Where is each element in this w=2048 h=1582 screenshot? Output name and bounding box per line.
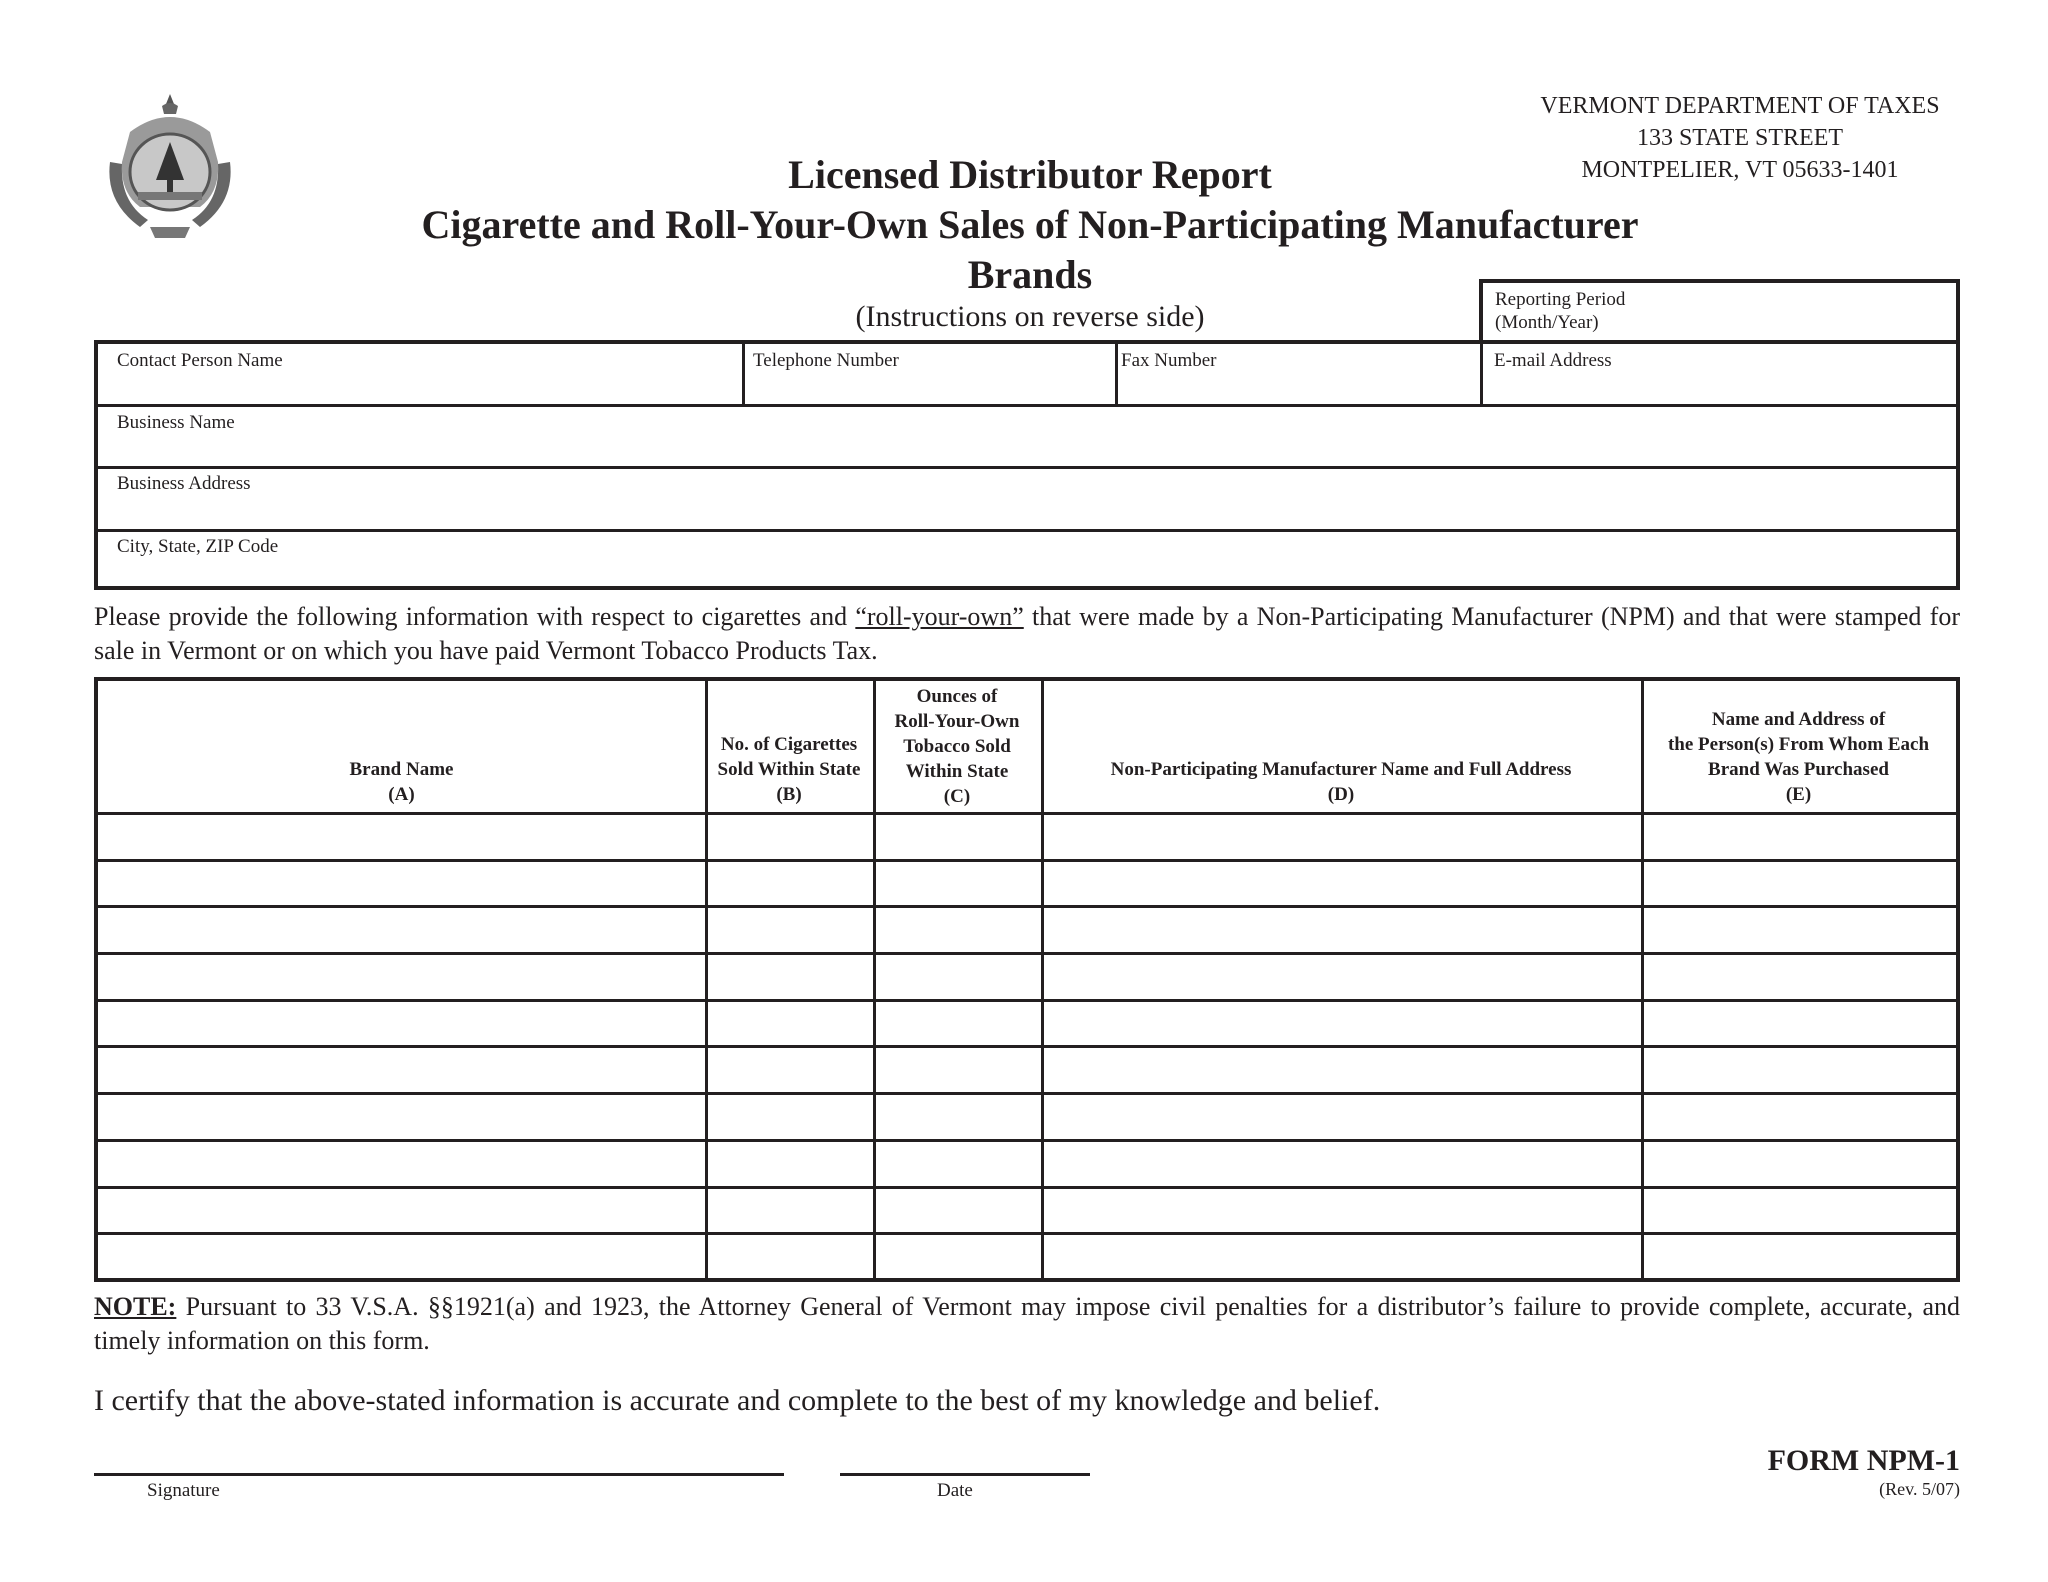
date-label: Date xyxy=(937,1480,973,1501)
table-cell-purchased-from[interactable] xyxy=(1644,1142,1956,1189)
column-header-line: (E) xyxy=(1785,784,1812,805)
table-cell-cigarettes-sold[interactable] xyxy=(708,908,873,955)
telephone-field[interactable] xyxy=(745,344,1115,404)
column-header-line: Name and Address of xyxy=(1711,709,1886,730)
table-cell-ryo-ounces-sold[interactable] xyxy=(876,1142,1041,1189)
table-cell-cigarettes-sold[interactable] xyxy=(708,1142,873,1189)
column-divider xyxy=(705,681,708,1278)
table-row xyxy=(98,815,1956,862)
reporting-period-field[interactable] xyxy=(1479,279,1960,340)
instructions-note: (Instructions on reverse side) xyxy=(855,300,1205,333)
table-cell-brand-name[interactable] xyxy=(101,1095,705,1142)
table-cell-npm-name-address[interactable] xyxy=(1044,862,1641,909)
column-header-brand-name xyxy=(98,757,705,807)
table-cell-brand-name[interactable] xyxy=(101,1235,705,1282)
fax-label: Fax Number xyxy=(1121,350,1217,371)
penalty-note xyxy=(94,1290,1960,1358)
department-name: VERMONT DEPARTMENT OF TAXES xyxy=(1540,93,1940,119)
reporting-period-label: Reporting Period xyxy=(1495,289,1626,310)
column-header-line: Non-Participating Manufacturer Name and Full Address xyxy=(1110,759,1572,780)
signature-label: Signature xyxy=(147,1480,220,1501)
note-text: Pursuant to 33 V.S.A. §§1921(a) and 1923, the Attorney General of Vermont may impose civil penalties for a distributor’s failure to provide complete, accurate, and timely information on this form. xyxy=(94,1292,1960,1355)
column-header-line: Roll-Your-Own xyxy=(894,711,1020,732)
table-cell-npm-name-address[interactable] xyxy=(1044,1142,1641,1189)
column-header-line: Brand Was Purchased xyxy=(1708,759,1889,780)
table-cell-npm-name-address[interactable] xyxy=(1044,815,1641,862)
table-cell-npm-name-address[interactable] xyxy=(1044,1002,1641,1049)
table-cell-ryo-ounces-sold[interactable] xyxy=(876,1095,1041,1142)
table-row xyxy=(98,955,1956,1002)
table-row xyxy=(98,1049,1956,1096)
table-cell-cigarettes-sold[interactable] xyxy=(708,1002,873,1049)
table-cell-purchased-from[interactable] xyxy=(1644,1235,1956,1282)
column-header-line: Sold Within State xyxy=(717,759,861,780)
table-cell-ryo-ounces-sold[interactable] xyxy=(876,862,1041,909)
intro-text-start: Please provide the following information with respect to cigarettes and xyxy=(94,602,856,631)
date-line[interactable] xyxy=(840,1473,1090,1476)
table-cell-ryo-ounces-sold[interactable] xyxy=(876,1002,1041,1049)
column-divider xyxy=(873,681,876,1278)
column-header-line: No. of Cigarettes xyxy=(720,734,858,755)
revision-date: (Rev. 5/07) xyxy=(1879,1479,1960,1499)
reporting-period-sublabel: (Month/Year) xyxy=(1495,312,1599,333)
table-cell-cigarettes-sold[interactable] xyxy=(708,955,873,1002)
business-name-field[interactable] xyxy=(98,407,1956,465)
table-cell-cigarettes-sold[interactable] xyxy=(708,862,873,909)
city-state-zip-field[interactable] xyxy=(98,532,1956,586)
table-cell-brand-name[interactable] xyxy=(101,1002,705,1049)
table-cell-brand-name[interactable] xyxy=(101,1189,705,1236)
table-cell-npm-name-address[interactable] xyxy=(1044,1189,1641,1236)
column-header-line: (D) xyxy=(1327,784,1355,805)
telephone-label: Telephone Number xyxy=(753,350,899,371)
column-header-line: (B) xyxy=(776,784,802,805)
table-cell-brand-name[interactable] xyxy=(101,862,705,909)
roll-your-own-term: “roll-your-own” xyxy=(855,602,1024,631)
table-row xyxy=(98,1095,1956,1142)
table-cell-npm-name-address[interactable] xyxy=(1044,1095,1641,1142)
column-header-line: the Person(s) From Whom Each xyxy=(1667,734,1930,755)
table-cell-purchased-from[interactable] xyxy=(1644,1002,1956,1049)
table-row xyxy=(98,1002,1956,1049)
column-header-ryo-ounces-sold xyxy=(873,684,1041,809)
email-label: E-mail Address xyxy=(1494,350,1612,371)
contact-person-label: Contact Person Name xyxy=(117,350,283,371)
table-row xyxy=(98,1142,1956,1189)
table-cell-cigarettes-sold[interactable] xyxy=(708,1235,873,1282)
column-divider xyxy=(1641,681,1644,1278)
column-header-purchased-from xyxy=(1641,707,1956,807)
table-cell-ryo-ounces-sold[interactable] xyxy=(876,1189,1041,1236)
column-divider xyxy=(1041,681,1044,1278)
form-title xyxy=(380,150,1680,300)
title-line-1: Licensed Distributor Report xyxy=(788,152,1272,197)
table-header xyxy=(98,681,1956,815)
table-cell-purchased-from[interactable] xyxy=(1644,1189,1956,1236)
table-cell-brand-name[interactable] xyxy=(101,955,705,1002)
table-row xyxy=(98,1189,1956,1236)
certification-statement: I certify that the above-stated information is accurate and complete to the best of my knowledge and belief. xyxy=(94,1384,1381,1417)
column-header-npm-name-address xyxy=(1041,757,1641,807)
state-seal-icon xyxy=(100,92,240,242)
business-address-label: Business Address xyxy=(117,473,251,494)
table-row xyxy=(98,908,1956,955)
fax-field[interactable] xyxy=(1118,344,1480,404)
table-cell-ryo-ounces-sold[interactable] xyxy=(876,908,1041,955)
table-row xyxy=(98,1235,1956,1282)
contact-person-field[interactable] xyxy=(98,344,742,404)
table-cell-purchased-from[interactable] xyxy=(1644,1049,1956,1096)
column-header-cigarettes-sold xyxy=(705,732,873,807)
column-header-line: Ounces of xyxy=(916,686,998,707)
table-cell-brand-name[interactable] xyxy=(101,1142,705,1189)
table-cell-npm-name-address[interactable] xyxy=(1044,1235,1641,1282)
table-cell-cigarettes-sold[interactable] xyxy=(708,1049,873,1096)
table-cell-cigarettes-sold[interactable] xyxy=(708,1095,873,1142)
intro-text-end: that were made by a Non-Participating Manufacturer (NPM) and that were stamped for sale in Vermont or on which you have paid Vermont Tobacco Products Tax. xyxy=(94,602,1960,665)
contact-info-box xyxy=(94,340,1960,590)
column-header-line: Brand Name xyxy=(349,759,454,780)
department-city: MONTPELIER, VT 05633-1401 xyxy=(1581,157,1899,183)
table-cell-purchased-from[interactable] xyxy=(1644,908,1956,955)
table-cell-npm-name-address[interactable] xyxy=(1044,908,1641,955)
title-line-2: Cigarette and Roll-Your-Own Sales of Non-Participating Manufacturer xyxy=(421,202,1639,247)
business-address-field[interactable] xyxy=(98,469,1956,527)
table-cell-cigarettes-sold[interactable] xyxy=(708,1189,873,1236)
table-cell-ryo-ounces-sold[interactable] xyxy=(876,815,1041,862)
table-row xyxy=(98,862,1956,909)
table-cell-npm-name-address[interactable] xyxy=(1044,955,1641,1002)
business-name-label: Business Name xyxy=(117,412,235,433)
column-header-line: Tobacco Sold xyxy=(903,736,1011,757)
table-cell-ryo-ounces-sold[interactable] xyxy=(876,955,1041,1002)
column-header-line: (C) xyxy=(943,786,971,807)
email-field[interactable] xyxy=(1483,344,1956,404)
table-cell-brand-name[interactable] xyxy=(101,1049,705,1096)
table-cell-purchased-from[interactable] xyxy=(1644,955,1956,1002)
table-cell-purchased-from[interactable] xyxy=(1644,862,1956,909)
note-label: NOTE: xyxy=(94,1292,177,1321)
title-line-3: Brands xyxy=(967,252,1093,297)
intro-paragraph xyxy=(94,600,1960,668)
table-cell-purchased-from[interactable] xyxy=(1644,1095,1956,1142)
signature-line[interactable] xyxy=(94,1473,784,1476)
table-cell-ryo-ounces-sold[interactable] xyxy=(876,1049,1041,1096)
table-cell-npm-name-address[interactable] xyxy=(1044,1049,1641,1096)
department-street: 133 STATE STREET xyxy=(1636,125,1844,151)
table-cell-purchased-from[interactable] xyxy=(1644,815,1956,862)
table-body xyxy=(98,815,1956,1278)
table-cell-ryo-ounces-sold[interactable] xyxy=(876,1235,1041,1282)
table-cell-cigarettes-sold[interactable] xyxy=(708,815,873,862)
table-cell-brand-name[interactable] xyxy=(101,815,705,862)
column-header-line: Within State xyxy=(905,761,1009,782)
column-header-line: (A) xyxy=(388,784,415,805)
npm-sales-table xyxy=(94,677,1960,1282)
table-cell-brand-name[interactable] xyxy=(101,908,705,955)
form-number: FORM NPM-1 xyxy=(1767,1444,1960,1477)
city-state-zip-label: City, State, ZIP Code xyxy=(117,536,279,557)
